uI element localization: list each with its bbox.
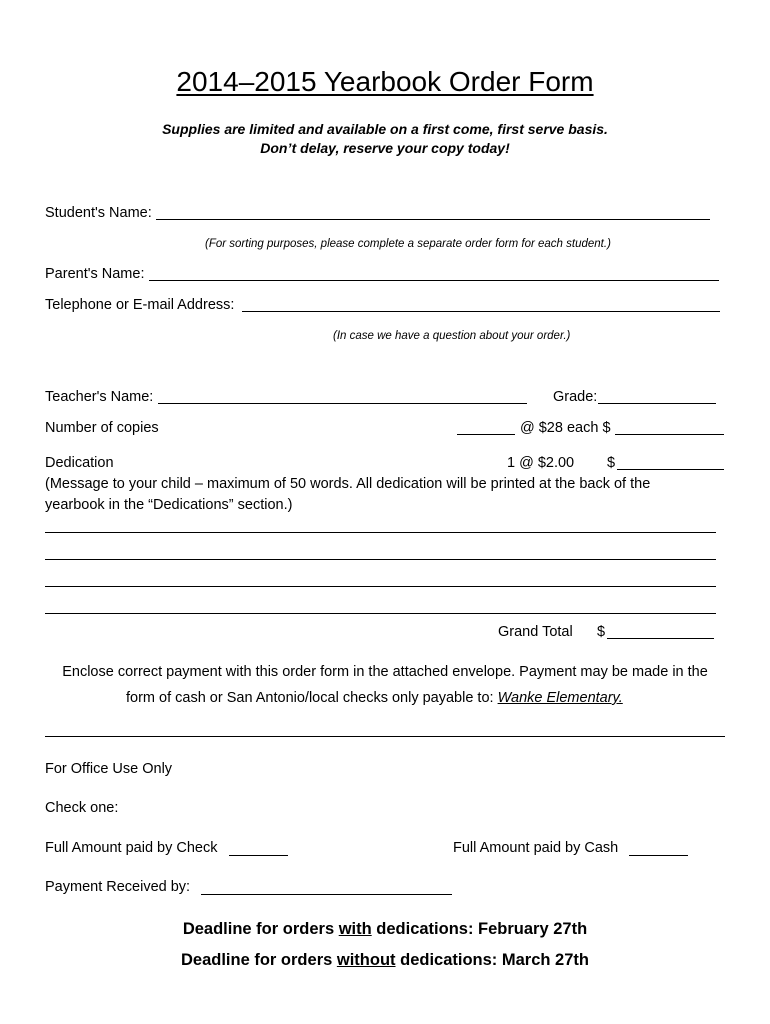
contact-label: Telephone or E-mail Address: xyxy=(45,297,235,313)
subtitle-line-1: Supplies are limited and available on a first come, first serve basis. xyxy=(162,121,608,137)
copies-qty-line[interactable] xyxy=(457,434,515,435)
copies-amount-line[interactable] xyxy=(615,434,724,435)
subtitle-line-2: Don’t delay, reserve your copy today! xyxy=(260,140,510,156)
dedication-desc-line-1: (Message to your child – maximum of 50 words. All dedication will be printed at the back of the xyxy=(45,476,651,492)
grand-total-line[interactable] xyxy=(607,638,714,639)
grand-total-label: Grand Total xyxy=(498,624,573,640)
dedication-message-line-2[interactable] xyxy=(45,559,716,560)
dedication-dollar: $ xyxy=(607,455,616,471)
section-divider xyxy=(45,736,725,737)
payee-name: Wanke Elementary. xyxy=(497,690,623,706)
student-note: (For sorting purposes, please complete a separate order form for each student.) xyxy=(205,238,611,250)
dedication-amount-line[interactable] xyxy=(617,469,724,470)
check-one-label: Check one: xyxy=(45,800,119,816)
copies-price: @ $28 each $ xyxy=(520,420,611,436)
deadline-with-dedications: Deadline for orders with dedications: February 27th xyxy=(182,920,588,938)
student-name-line[interactable] xyxy=(156,219,710,220)
dedication-price: 1 @ $2.00 xyxy=(507,455,575,471)
paid-by-cash-line[interactable] xyxy=(629,855,688,856)
dedication-message-line-4[interactable] xyxy=(45,613,716,614)
page-title: 2014–2015 Yearbook Order Form xyxy=(176,66,594,97)
contact-line[interactable] xyxy=(242,311,720,312)
payment-line-1: Enclose correct payment with this order form in the attached envelope. Payment may be made in the xyxy=(62,664,708,680)
parent-name-label: Parent's Name: xyxy=(45,266,145,282)
grade-line[interactable] xyxy=(598,403,716,404)
teacher-name-line[interactable] xyxy=(158,403,527,404)
parent-name-line[interactable] xyxy=(149,280,719,281)
teacher-name-label: Teacher's Name: xyxy=(45,389,154,405)
dedication-label: Dedication xyxy=(45,455,114,471)
payment-received-line[interactable] xyxy=(201,894,452,895)
paid-by-check-line[interactable] xyxy=(229,855,288,856)
payment-received-label: Payment Received by: xyxy=(45,879,191,895)
payment-line-2 xyxy=(126,690,623,706)
contact-note: (In case we have a question about your order.) xyxy=(333,330,571,342)
dedication-desc-line-2: yearbook in the “Dedications” section.) xyxy=(45,497,293,513)
deadline-without-dedications: Deadline for orders without dedications: March 27th xyxy=(181,951,589,969)
office-heading: For Office Use Only xyxy=(45,761,173,777)
dedication-message-line-3[interactable] xyxy=(45,586,716,587)
paid-by-check-label: Full Amount paid by Check xyxy=(45,840,218,856)
dedication-message-line-1[interactable] xyxy=(45,532,716,533)
grand-total-dollar: $ xyxy=(597,624,606,640)
copies-label: Number of copies xyxy=(45,420,159,436)
payment-line-2-text: form of cash or San Antonio/local checks only payable to: xyxy=(126,690,494,706)
student-name-label: Student's Name: xyxy=(45,205,152,221)
paid-by-cash-label: Full Amount paid by Cash xyxy=(453,840,619,856)
grade-label: Grade: xyxy=(553,389,598,405)
